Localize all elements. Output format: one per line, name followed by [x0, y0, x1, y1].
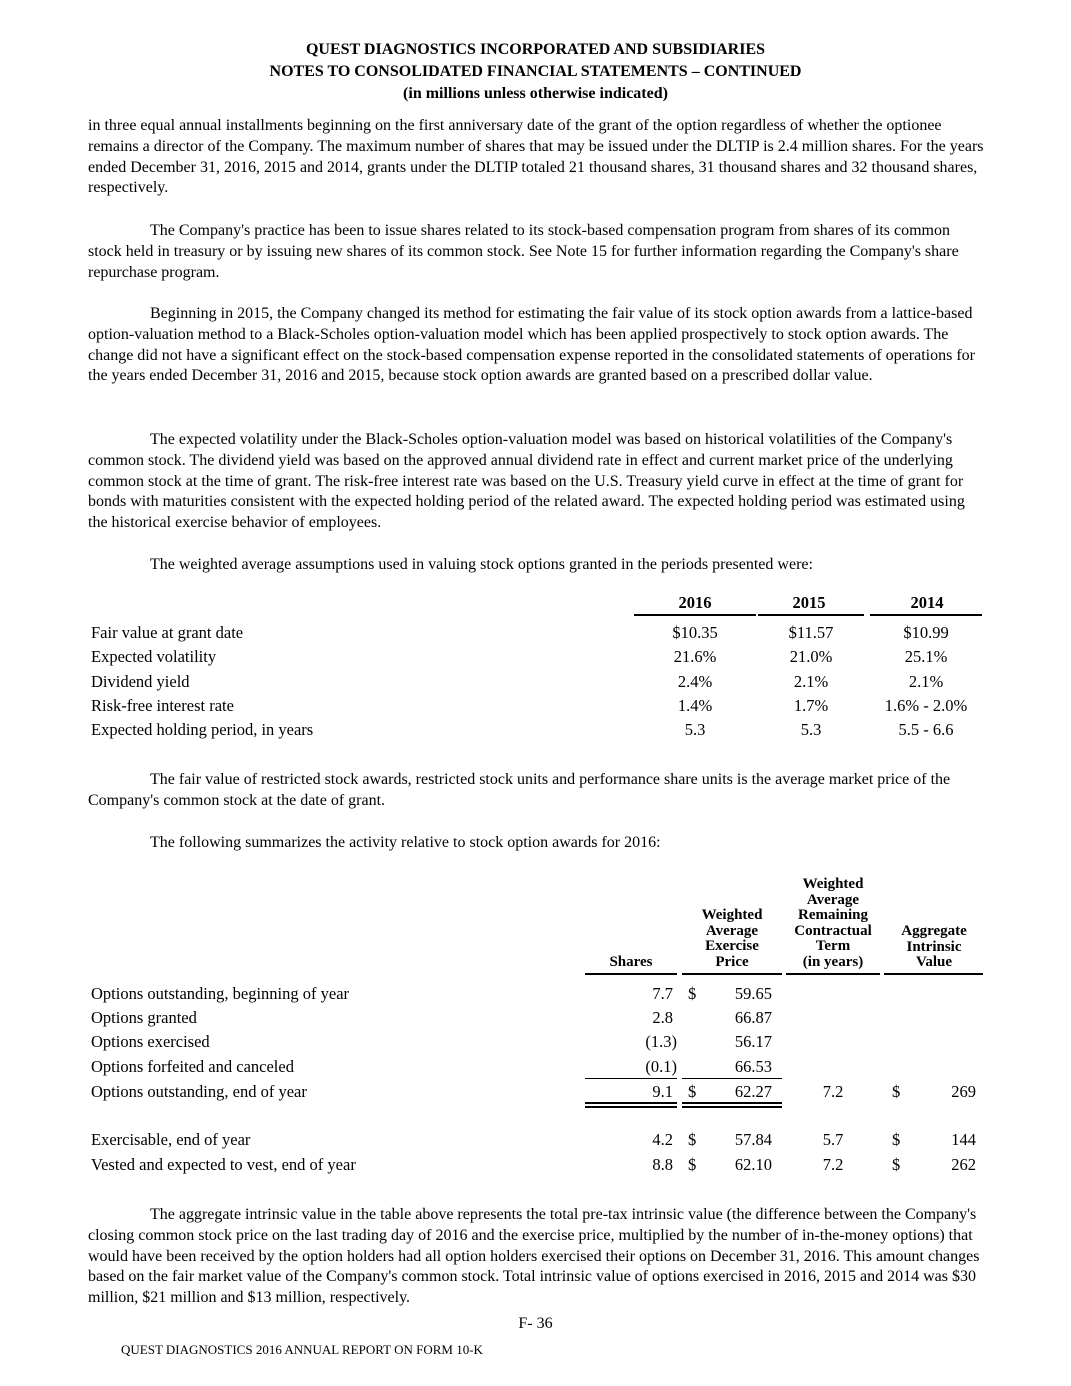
cell-price: 59.65: [734, 984, 772, 1003]
cell-shares: (1.3): [645, 1032, 677, 1051]
header-line: Aggregate: [901, 923, 967, 939]
cell-2014: 1.6% - 2.0%: [884, 696, 968, 715]
subtotal-rule-shares: [585, 1078, 677, 1079]
header-rule-2014: [870, 614, 982, 616]
row-label: Dividend yield: [91, 672, 190, 691]
header-line: Average: [705, 922, 759, 939]
row-label: Fair value at grant date: [91, 623, 244, 642]
cell-value: 262: [951, 1155, 976, 1174]
cell-price: 57.84: [734, 1130, 772, 1149]
cell-price: 62.10: [734, 1155, 772, 1174]
cell-price-dollar: $: [688, 1130, 697, 1149]
page-number: F- 36: [518, 1315, 553, 1332]
cell-value: 144: [951, 1130, 976, 1149]
total-double-rule-shares: [585, 1102, 677, 1108]
row-label: Exercisable, end of year: [91, 1130, 251, 1149]
header-rule-value: [884, 973, 983, 975]
row-label: Expected volatility: [91, 647, 217, 666]
cell-term: 7.2: [822, 1155, 844, 1174]
header-company: QUEST DIAGNOSTICS INCORPORATED AND SUBSIDIARIES: [305, 41, 766, 58]
column-header-contractual-term: [785, 877, 881, 970]
cell-shares: 7.7: [652, 984, 673, 1003]
cell-shares: 9.1: [652, 1082, 673, 1101]
header-line: (in years): [802, 953, 864, 970]
cell-2014: $10.99: [903, 623, 949, 642]
row-label: Options exercised: [91, 1032, 210, 1051]
cell-2015: $11.57: [788, 623, 834, 642]
cell-2016: 5.3: [684, 720, 706, 739]
cell-2014: 5.5 - 6.6: [898, 720, 954, 739]
cell-value-dollar: $: [892, 1082, 901, 1101]
cell-term: 7.2: [822, 1082, 844, 1101]
column-header-2014: 2014: [910, 593, 944, 612]
cell-price: 66.87: [734, 1008, 772, 1027]
cell-shares: (0.1): [645, 1057, 677, 1076]
header-rule-2015: [758, 614, 864, 616]
cell-2015: 21.0%: [789, 647, 833, 666]
cell-2015: 5.3: [800, 720, 822, 739]
header-line: Remaining: [797, 907, 868, 923]
cell-value: 269: [951, 1082, 976, 1101]
header-line: Weighted: [802, 876, 864, 892]
row-label: Options outstanding, end of year: [91, 1082, 307, 1101]
cell-2015: 1.7%: [793, 696, 829, 715]
cell-shares: 8.8: [652, 1155, 673, 1174]
header-line: Term: [815, 938, 851, 954]
footer-report-name: QUEST DIAGNOSTICS 2016 ANNUAL REPORT ON FORM 10-K: [121, 1342, 483, 1357]
column-header-2016: 2016: [678, 593, 712, 612]
paragraph-assumptions-intro: The weighted average assumptions used in valuing stock options granted in the periods presented were:: [150, 556, 813, 573]
header-rule-2016: [634, 614, 756, 616]
header-rule-price: [682, 973, 782, 975]
row-label: Options outstanding, beginning of year: [91, 984, 350, 1003]
cell-price: 62.27: [734, 1082, 772, 1101]
cell-shares: 2.8: [652, 1008, 673, 1027]
total-double-rule-price: [682, 1102, 782, 1108]
cell-price-dollar: $: [688, 1082, 697, 1101]
cell-price: 56.17: [734, 1032, 772, 1051]
row-label: Options forfeited and canceled: [91, 1057, 294, 1076]
cell-2014: 25.1%: [904, 647, 948, 666]
cell-value-dollar: $: [892, 1155, 901, 1174]
cell-2016: 2.4%: [677, 672, 713, 691]
header-line: Contractual: [794, 922, 872, 939]
cell-2014: 2.1%: [908, 672, 944, 691]
paragraph-dltip: in three equal annual installments beginning on the first anniversary date of the grant of the option regardless of whether the optionee remains a director of the Company. The maximum number of shares that may be issued under the DLTIP is 2.4 million shares. For the years ended December 31, 2016, 2015 and 2014, grants under the DLTIP totaled 21 thousand shares, 31 thousand shares and 32 thousand shares, respectively.: [88, 117, 984, 197]
column-header-shares: Shares: [609, 954, 653, 970]
column-header-exercise-price: [682, 908, 782, 970]
row-label: Options granted: [91, 1008, 197, 1027]
cell-2016: $10.35: [672, 623, 718, 642]
column-header-2015: 2015: [792, 593, 826, 612]
header-rule-term: [786, 973, 880, 975]
paragraph-volatility: The expected volatility under the Black-Scholes option-valuation model was based on historical volatilities of the Company's common stock. The dividend yield was based on the approved annual dividend rate in effect and current market price of the underlying common stock at the time of grant. The risk-free interest rate was based on the U.S. Treasury yield curve in effect at the time of grant for bonds with maturities consistent with the expected holding period of the related award. The expected holding period was estimated using the historical exercise behavior of employees.: [88, 431, 965, 532]
header-line: Weighted: [701, 907, 763, 923]
cell-shares: 4.2: [652, 1130, 673, 1149]
cell-price: 66.53: [734, 1057, 772, 1076]
cell-term: 5.7: [822, 1130, 844, 1149]
row-label: Risk-free interest rate: [91, 696, 234, 715]
header-line: Intrinsic: [906, 938, 962, 955]
row-label: Vested and expected to vest, end of year: [91, 1155, 356, 1174]
cell-price-dollar: $: [688, 1155, 697, 1174]
paragraph-activity-intro: The following summarizes the activity relative to stock option awards for 2016:: [150, 834, 661, 851]
cell-2016: 1.4%: [677, 696, 713, 715]
paragraph-intrinsic-value: The aggregate intrinsic value in the table above represents the total pre-tax intrinsic value (the difference between the Company's closing common stock price on the last trading day of 2016 and the exercise price, multiplied by the number of in-the-money options) that would have been received by the option holders had all option holders exercised their options on December 31, 2016. This amount changes based on the fair market value of the Company's common stock. Total intrinsic value of options exercised in 2016, 2015 and 2014 was $30 million, $21 million and $13 million, respectively.: [88, 1206, 980, 1307]
header-notes-title: NOTES TO CONSOLIDATED FINANCIAL STATEMENTS – CONTINUED: [269, 63, 802, 80]
cell-value-dollar: $: [892, 1130, 901, 1149]
paragraph-valuation-change: Beginning in 2015, the Company changed its method for estimating the fair value of its stock option awards from a lattice-based option-valuation method to a Black-Scholes option-valuation model which has been applied prospectively to stock option awards. The change did not have a significant effect on the stock-based compensation expense reported in the consolidated statements of operations for the years ended December 31, 2016 and 2015, because stock option awards are granted based on a prescribed dollar value.: [88, 305, 975, 385]
header-line: Price: [715, 953, 749, 970]
cell-2015: 2.1%: [793, 672, 829, 691]
cell-2016: 21.6%: [673, 647, 717, 666]
header-line: Value: [915, 954, 953, 970]
row-label: Expected holding period, in years: [91, 720, 314, 739]
cell-price-dollar: $: [688, 984, 697, 1003]
header-rule-shares: [585, 973, 677, 975]
column-header-intrinsic-value: [885, 924, 983, 971]
header-units: (in millions unless otherwise indicated): [403, 85, 668, 102]
paragraph-share-issuance: The Company's practice has been to issue shares related to its stock-based compensation program from shares of its common stock held in treasury or by issuing new shares of its common stock. See Note 15 for further information regarding the Company's share repurchase program.: [88, 222, 959, 281]
paragraph-fair-value-restricted: The fair value of restricted stock awards, restricted stock units and performance share units is the average market price of the Company's common stock at the date of grant.: [88, 771, 951, 809]
header-line: Average: [806, 891, 860, 908]
header-line: Exercise: [705, 938, 759, 954]
subtotal-rule-price: [682, 1078, 782, 1079]
